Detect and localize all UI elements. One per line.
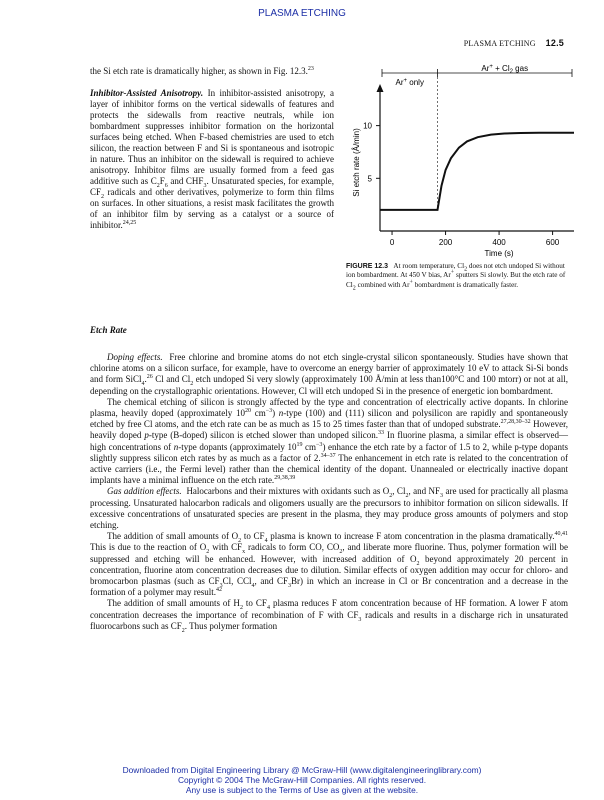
y-axis-label: Si etch rate (Å/min) (352, 128, 361, 197)
citation: 24,25 (122, 220, 137, 226)
etch-rate-series-line (380, 133, 574, 210)
etch-rate-chart (346, 64, 576, 259)
region-label-ar-cl2: $Ar^+ + Cl_2$ gas (481, 64, 529, 75)
gas-paragraph-2: The addition of small amounts of $O_2$ to $CF_4$ plasma is known to increase F atom concentration in the plasma dramatically.$^{40,41}$ This is due to the reaction of $O_2$ with $CF_x$ radicals to form CO, $CO_2$, and liberate more fluorine. Thus, polymer formation will be suppressed and etching will be enhanced. However, with increased addition of $O_2$ beyond approximately 20 percent in concentration, fluorine atom concentration decreases due to dilution. Similar effects of oxygen addition may occur for chloro- and bromocarbon plasmas (such as $CF_3Cl$, CCl$_4$, and $CF_3Br$) in which an increase in Cl or Br concentration and a decrease in the formation of a polymer may result.$^{42}$ (90, 531, 568, 598)
y-axis-arrow (377, 84, 384, 92)
figure-caption: FIGURE 12.3 At room temperature, $Cl_2$ does not etch undoped Si without ion bombardment. At 450 V bias, Ar+ sputters Si slowly. But the etch rate of $Cl_2$ combined with Ar+ bombardment is dramatically faster. (346, 262, 566, 292)
y-tick-label: 10 (363, 121, 372, 131)
running-head-title: PLASMA ETCHING (463, 39, 536, 48)
etch-rate-heading: Etch Rate (90, 325, 127, 335)
left-column (90, 66, 334, 231)
x-tick-label: 400 (492, 238, 506, 247)
intro-paragraph: the Si etch rate is dramatically higher, as shown in Fig. 12.3.23 (90, 66, 314, 76)
section-subheading: Inhibitor-Assisted Anisotropy. (90, 88, 204, 98)
figure-12-3 (346, 64, 576, 292)
running-head (464, 38, 564, 48)
region-label-ar-only: Ar+ only (395, 78, 424, 87)
footer-copyright-line: Copyright © 2004 The McGraw-Hill Companies. All rights reserved. (177, 775, 427, 785)
body-text (90, 352, 568, 632)
x-tick-label: 600 (545, 238, 560, 247)
x-axis-label: Time (s) (484, 249, 514, 258)
inhibitor-paragraph: Inhibitor-Assisted Anisotropy. In inhibitor-assisted anisotropy, a layer of inhibitor forms on the vertical sidewalls of features and protects the sidewalls from reactive neutrals, while ion bombardment suppresses inhibitor formation on the horizontal surfaces being etched. When F-based chemistries are used to etch silicon, the reaction between F and Si is spontaneous and isotropic in nature. Thus an inhibitor on the sidewall is required to achieve anisotropy. Inhibitor films are usually formed from a feed gas additive such as $C_2F_6$ and $CHF_3$. Unsaturated species, for example, $CF_2$ radicals and other derivatives, polymerize to form thin films on surfaces. In other situations, a resist mask facilitates the growth of an inhibitor film by serving as a catalyst or a source of inhibitor.$^{24,25}$ (90, 88, 335, 230)
x-tick-label: 0 (389, 238, 395, 247)
figure-label: FIGURE 12.3 (346, 263, 389, 270)
footer (0, 765, 604, 795)
doping-paragraph-2: The chemical etching of silicon is strongly affected by the type and concentration of electrically active dopants. In chlorine plasma, heavily doped (approximately $10^{20}$ $cm^{-3}$) n-type (100) and (111) silicon and polysilicon are rapidly and spontaneously etched by free Cl atoms, and the etch rate can be as much as 15 to 25 times faster than that of undoped substrate.$^{27,28,30-32}$ However, heavily doped p-type (B-doped) silicon is etched slower than undoped silicon.$^{33}$ In fluorine plasma, a similar effect is observed—high concentrations of n-type dopants (approximately $10^{19}$ $cm^{-3}$) enhance the etch rate by a factor of 1.5 to 2, while p-type dopants slightly suppress silicon etch rates by as much as a factor of 2.$^{34-37}$ The enhancement in etch rate is related to the concentration of active carriers (i.e., the Fermi level) rather than the chemical identity of the dopant. Unannealed or electrically inactive dopant implants have a minimal influence on the etch rate.$^{29,38,39}$ (90, 396, 569, 486)
x-tick-label: 200 (438, 238, 453, 247)
citation: 23 (307, 66, 314, 72)
footer-terms-line: Any use is subject to the Terms of Use as given at the website. (185, 785, 419, 795)
gas-paragraph-1: Gas addition effects. Halocarbons and their mixtures with oxidants such as $O_2$, $Cl_2$, and $NF_3$ are used for practically all plasma processing. Unsaturated halocarbon radicals and oligomers usually are the precursors to inhibitor formation on silicon sidewalls. If excessive concentrations of unsaturated species are present in the plasma, they may produce gross amounts of polymers and stop etching. (90, 486, 569, 531)
footer-download-line: Downloaded from Digital Engineering Library @ McGraw-Hill (www.digitalengineeringlibrary.com) (122, 765, 482, 775)
y-tick-label: 5 (367, 174, 372, 184)
download-banner-title: PLASMA ETCHING (258, 8, 346, 19)
doping-effects-label: Doping effects. (107, 352, 163, 362)
gas-paragraph-3: The addition of small amounts of $H_2$ to $CF_4$ plasma reduces F atom concentration because of HF formation. A lower F atom concentration decreases the importance of recombination of F with $CF_3$ radicals and results in a discharge rich in unsaturated fluorocarbons such as $CF_2$. Thus polymer formation (90, 598, 569, 634)
gas-addition-label: Gas addition effects. (107, 486, 182, 497)
doping-paragraph-1: Doping effects. Free chlorine and bromine atoms do not etch single-crystal silicon spontaneously. Studies have shown that chlorine atoms on a silicon surface, for example, have to overcome an energy barrier of approximately 10 eV to attack Si-Si bonds and form SiCl$_4$.$^{26}$ Cl and $Cl_2$ etch undoped Si very slowly (approximately 100 Å/min at less than100°C and 100 mtorr) or not at all, depending on the crystallographic orientations. However, Cl will etch undoped Si in the presence of energetic ion bombardment. (90, 352, 569, 396)
page-number: 12.5 (545, 38, 564, 48)
